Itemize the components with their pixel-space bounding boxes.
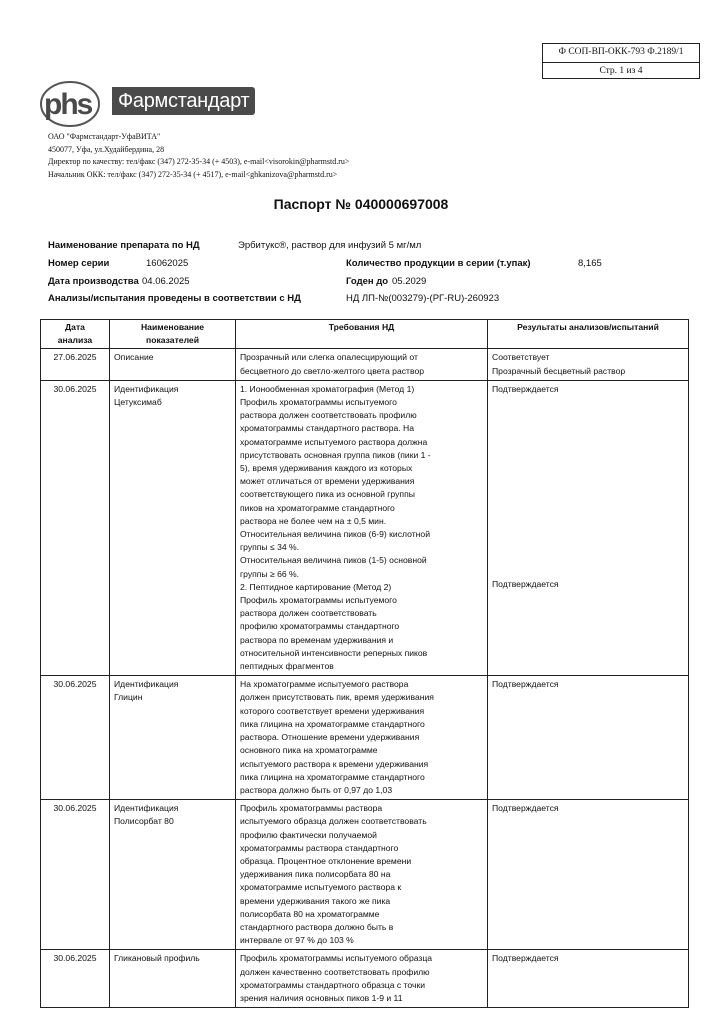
requirement-line: раствора должен соответствовать	[240, 608, 377, 619]
row-result	[488, 950, 689, 1008]
requirement-line: бесцветного до светло-желтого цвета раствор	[240, 365, 425, 376]
table-row	[41, 349, 689, 380]
requirement-line: раствора. Отношение времени удерживания	[240, 732, 420, 743]
production-date-value: 04.06.2025	[142, 276, 190, 287]
phs-logo-icon	[40, 80, 110, 128]
row-result	[488, 380, 689, 675]
requirement-line: профилю фактически получаемой	[240, 829, 377, 840]
row-result	[488, 800, 689, 950]
indicator-line: Идентификация	[114, 383, 179, 394]
requirement-line: зрения наличия основных пиков 1-9 и 11	[240, 992, 403, 1003]
requirement-line: Профиль хроматограммы раствора	[240, 803, 383, 814]
row-result	[488, 676, 689, 800]
series-label: Номер серии	[48, 258, 110, 269]
result-line: Подтверждается	[492, 579, 559, 590]
requirement-line: интервале от 97 % до 103 %	[240, 935, 354, 946]
page-number: Стр. 1 из 4	[543, 62, 699, 80]
requirement-line: пика глицина на хроматограмме стандартного	[240, 718, 425, 729]
requirement-line: раствора по временам удерживания и	[240, 634, 394, 645]
indicator-line: Гликановый профиль	[114, 953, 200, 964]
company-info	[48, 131, 349, 181]
row-requirements	[236, 676, 488, 800]
requirement-line: На хроматограмме испытуемого раствора	[240, 679, 409, 690]
row-indicator	[110, 676, 236, 800]
row-indicator	[110, 380, 236, 675]
row-indicator	[110, 800, 236, 950]
requirement-line: удерживания пика полисорбата 80 на	[240, 869, 391, 880]
svg-text:phs: phs	[44, 88, 92, 121]
requirement-line: испытуемого раствора к времени удерживания	[240, 758, 429, 769]
requirement-line: присутствовать основная группа пиков (пики 1 -	[240, 449, 431, 460]
row-indicator	[110, 349, 236, 380]
production-date-label: Дата производства	[48, 276, 139, 287]
result-line: Подтверждается	[492, 953, 559, 964]
table-row	[41, 380, 689, 675]
row-date: 27.06.2025	[41, 349, 110, 380]
header-date-line2: анализа	[57, 335, 93, 346]
requirement-line: 2. Пептидное картирование (Метод 2)	[240, 581, 392, 592]
row-date: 30.06.2025	[41, 950, 110, 1008]
company-address: 450077, Уфа, ул.Худайбердина, 28	[48, 144, 165, 154]
requirement-line: Профиль хроматограммы испытуемого образца	[240, 953, 433, 964]
requirement-line: образца. Процентное отклонение времени	[240, 855, 412, 866]
requirement-line: 5), время удерживания каждого из которых	[240, 463, 413, 474]
requirement-line: испытуемого образца должен соответствовать	[240, 816, 427, 827]
analysis-table	[40, 319, 689, 1008]
row-date: 30.06.2025	[41, 800, 110, 950]
requirement-line: хроматограммы раствора стандартного	[240, 842, 399, 853]
requirement-line: времени удерживания такого же пика	[240, 895, 391, 906]
requirement-line: пептидных фрагментов	[240, 661, 334, 672]
header-results-text: Результаты анализов/испытаний	[517, 322, 659, 332]
table-row	[41, 676, 689, 800]
company-logo	[40, 80, 250, 130]
requirement-line: профилю хроматограммы стандартного	[240, 621, 400, 632]
requirement-line: Профиль хроматограммы испытуемого	[240, 595, 397, 606]
requirement-line: раствора не более чем на ± 0,5 мин.	[240, 515, 387, 526]
indicator-line: Идентификация	[114, 803, 179, 814]
requirement-line: пика глицина на хроматограмме стандартного	[240, 771, 425, 782]
result-line: Подтверждается	[492, 679, 559, 690]
quantity-label: Количество продукции в серии (т.упак)	[346, 258, 531, 269]
valid-until-value: 05.2029	[392, 276, 427, 287]
company-name: ОАО "Фармстандарт-УфаВИТА"	[48, 132, 161, 141]
indicator-line: Идентификация	[114, 679, 179, 690]
header-results	[488, 320, 689, 349]
requirement-line: соответствующего пика из основной группы	[240, 489, 415, 500]
analysis-basis-label: Анализы/испытания проведены в соответствии с НД	[48, 293, 301, 304]
requirement-line: раствора должно быть от 0,97 до 1,03	[240, 784, 393, 795]
logo-name: Фармстандарт	[112, 87, 255, 115]
requirement-line: пиков на хроматограмме стандартного	[240, 502, 395, 513]
row-requirements	[236, 800, 488, 950]
okk-head-contact: Начальник ОКК: тел/факс (347) 272-35-34 (+ 4517), e-mail<ghkanizova@pharmstd.ru>	[48, 169, 338, 179]
requirement-line: которого соответствует времени удерживания	[240, 705, 425, 716]
requirement-line: раствора должен соответствовать профилю	[240, 410, 417, 421]
quantity-value: 8,165	[578, 258, 602, 269]
form-code-box	[542, 43, 700, 79]
requirement-line: стандартного раствора должно быть в	[240, 921, 394, 932]
analysis-basis-value: НД ЛП-№(003279)-(РГ-RU)-260923	[346, 293, 500, 304]
row-date: 30.06.2025	[41, 676, 110, 800]
result-line: Подтверждается	[492, 803, 559, 814]
form-code: Ф СОП-ВП-ОКК-793 Ф.2189/1	[558, 47, 684, 57]
header-requirements	[236, 320, 488, 349]
requirement-line: Относительная величина пиков (6-9) кислотной	[240, 529, 430, 540]
row-requirements	[236, 349, 488, 380]
drug-name-value: Эрбитукс®, раствор для инфузий 5 мг/мл	[238, 240, 422, 251]
result-line: Подтверждается	[492, 383, 559, 394]
indicator-line: Глицин	[114, 692, 143, 703]
requirement-line: должен присутствовать пик, время удерживания	[240, 692, 434, 703]
table-row	[41, 950, 689, 1008]
table-row	[41, 800, 689, 950]
requirement-line: хроматограмме испытуемого раствора должна	[240, 436, 428, 447]
requirement-line: 1. Ионообменная хроматография (Метод 1)	[240, 383, 415, 394]
requirement-line: может отличаться от времени удерживания	[240, 476, 415, 487]
header-indicator-line1: Наименование	[140, 322, 205, 332]
header-indicator-line2: показателей	[146, 335, 199, 346]
requirement-line: хроматограммы стандартного образца с точки	[240, 979, 426, 990]
requirement-line: полисорбата 80 на хроматограмме	[240, 908, 380, 919]
series-value: 16062025	[146, 258, 189, 269]
requirement-line: Прозрачный или слегка опалесцирующий от	[240, 352, 418, 363]
table-header-row	[41, 320, 689, 349]
requirement-line: основного пика на хроматограмме	[240, 745, 378, 756]
quality-director-contact: Директор по качеству: тел/факс (347) 272-35-34 (+ 4503), e-mail<visorokin@pharmstd.ru>	[48, 157, 350, 166]
row-requirements	[236, 380, 488, 675]
row-indicator	[110, 950, 236, 1008]
header-date	[41, 320, 110, 349]
requirement-line: группы ≥ 66 %.	[240, 568, 300, 579]
result-line: Соответствует	[492, 352, 550, 363]
indicator-line: Цетуксимаб	[114, 397, 162, 408]
indicator-line: Полисорбат 80	[114, 816, 174, 827]
result-line: Прозрачный бесцветный раствор	[492, 365, 626, 376]
header-date-line1: Дата	[65, 322, 85, 332]
requirement-line: хроматограмме испытуемого раствора к	[240, 882, 402, 893]
requirement-line: относительной интенсивности реперных пиков	[240, 647, 428, 658]
row-result	[488, 349, 689, 380]
passport-title: Паспорт № 040000697008	[273, 196, 449, 212]
requirement-line: должен качественно соответствовать профилю	[240, 966, 430, 977]
header-indicator	[110, 320, 236, 349]
requirement-line: Профиль хроматограммы испытуемого	[240, 397, 397, 408]
requirement-line: хроматограммы стандартного раствора. На	[240, 423, 415, 434]
drug-name-label: Наименование препарата по НД	[48, 240, 200, 251]
valid-until-label: Годен до	[346, 276, 389, 287]
header-requirements-text: Требования НД	[328, 322, 395, 332]
requirement-line: Относительная величина пиков (1-5) основной	[240, 555, 427, 566]
requirement-line: группы ≤ 34 %.	[240, 542, 300, 553]
row-date: 30.06.2025	[41, 380, 110, 675]
indicator-line: Описание	[114, 352, 154, 363]
row-requirements	[236, 950, 488, 1008]
